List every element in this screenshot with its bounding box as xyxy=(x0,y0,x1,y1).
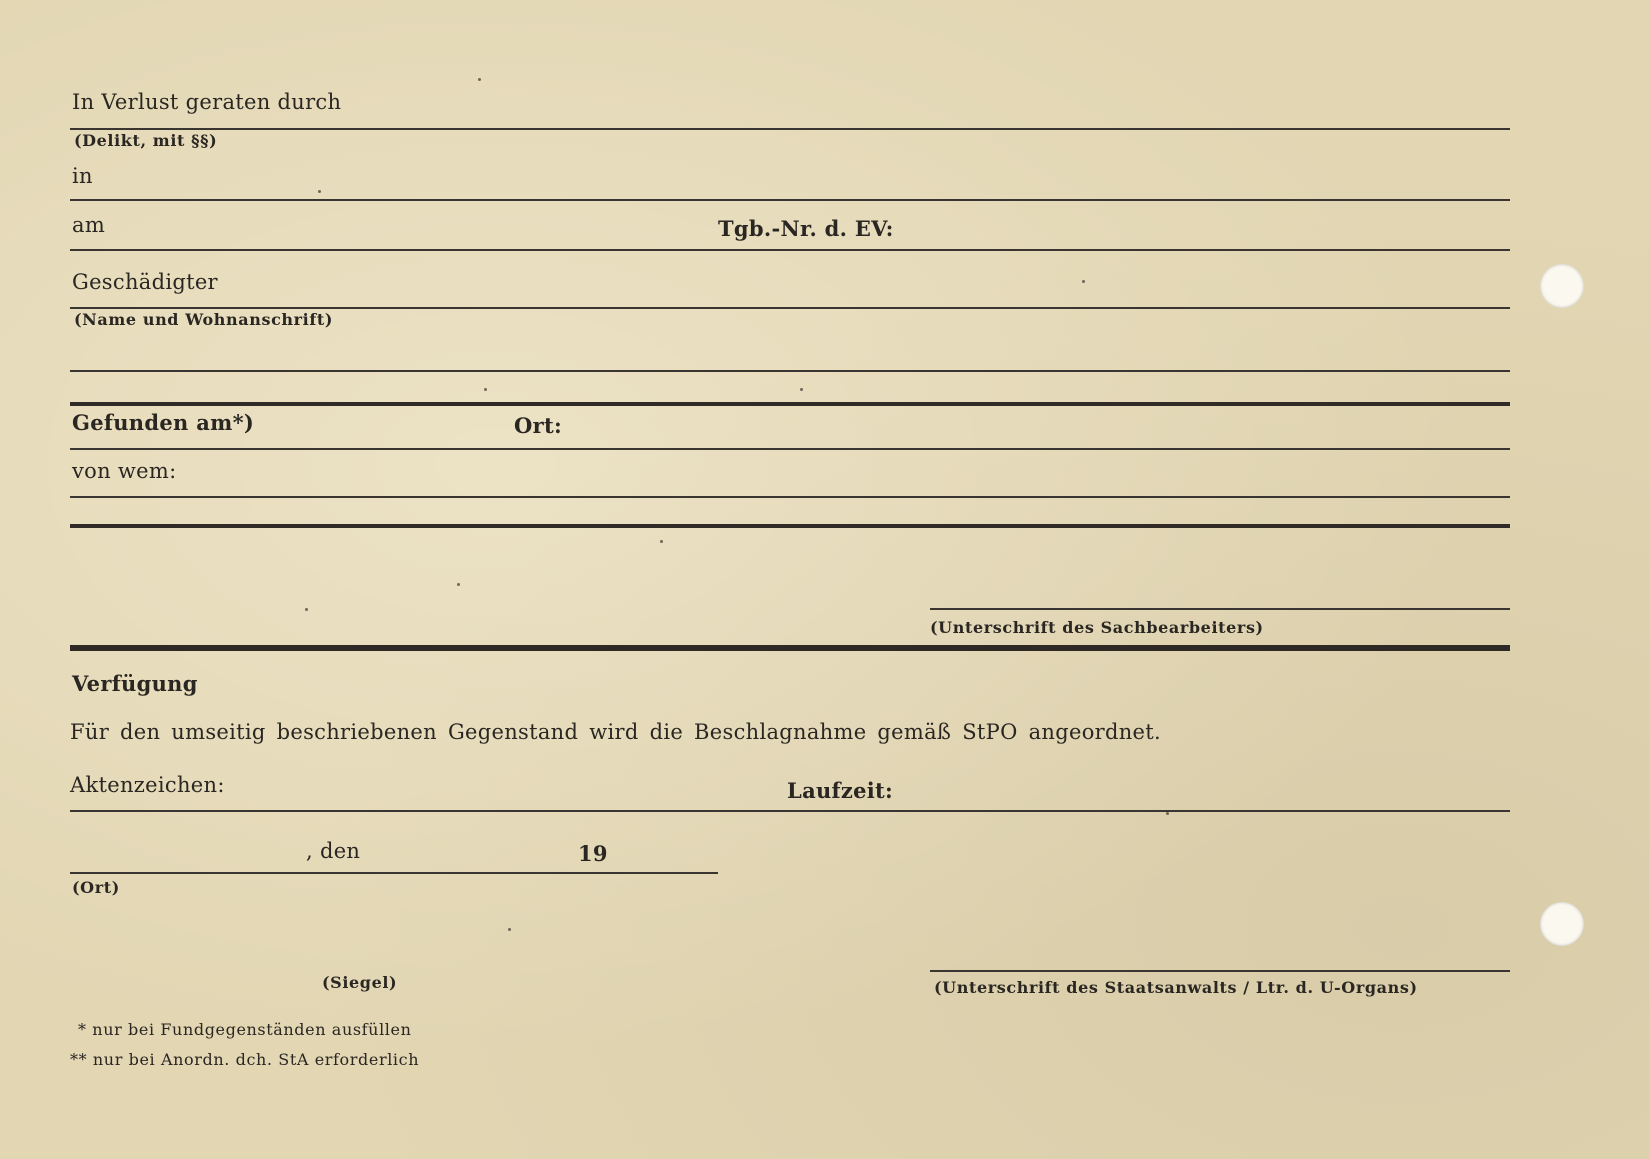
date-den-label: , den xyxy=(306,839,361,863)
paper-speck xyxy=(318,190,321,193)
section-divider-3 xyxy=(70,645,1510,651)
in-label: in xyxy=(72,164,93,188)
punch-hole-bottom xyxy=(1540,902,1584,946)
victim-sublabel: (Name und Wohnanschrift) xyxy=(74,310,334,329)
loss-label: In Verlust geraten durch xyxy=(72,90,342,114)
file-number-label: Aktenzeichen: xyxy=(70,773,225,797)
victim-label: Geschädigter xyxy=(72,270,218,294)
place-date-line xyxy=(70,872,718,874)
paper-speck xyxy=(800,388,803,391)
tgb-label: Tgb.-Nr. d. EV: xyxy=(718,216,894,241)
am-line xyxy=(70,249,1510,251)
place-sublabel: (Ort) xyxy=(72,878,120,897)
order-text: Für den umseitig beschriebenen Gegenstand wird die Beschlagnahme gemäß StPO angeordnet. xyxy=(70,720,1161,744)
paper-speck xyxy=(478,78,481,81)
date-year-label: 19 xyxy=(578,841,608,866)
paper-speck xyxy=(1082,280,1085,283)
paper-speck xyxy=(660,540,663,543)
am-label: am xyxy=(72,213,106,237)
section-divider-1 xyxy=(70,402,1510,406)
seal-label: (Siegel) xyxy=(322,973,398,992)
loss-line xyxy=(70,128,1510,130)
prosecutor-signature-label: (Unterschrift des Staatsanwalts / Ltr. d. U-Organs) xyxy=(934,978,1418,997)
by-whom-line xyxy=(70,496,1510,498)
paper-speck xyxy=(457,583,460,586)
paper-speck xyxy=(484,388,487,391)
footnote-1: * nur bei Fundgegenständen ausfüllen xyxy=(78,1020,412,1039)
found-label: Gefunden am*) xyxy=(72,410,255,435)
loss-sublabel: (Delikt, mit §§) xyxy=(74,131,218,150)
found-line xyxy=(70,448,1510,450)
clerk-signature-line xyxy=(930,608,1510,610)
file-number-line xyxy=(70,810,1510,812)
term-label: Laufzeit: xyxy=(787,778,894,803)
found-place-label: Ort: xyxy=(514,413,563,438)
by-whom-label: von wem: xyxy=(72,459,177,483)
punch-hole-top xyxy=(1540,264,1584,308)
paper-speck xyxy=(1166,812,1169,815)
section-divider-2 xyxy=(70,524,1510,528)
prosecutor-signature-line xyxy=(930,970,1510,972)
footnote-2: ** nur bei Anordn. dch. StA erforderlich xyxy=(70,1050,420,1069)
clerk-signature-label: (Unterschrift des Sachbearbeiters) xyxy=(930,618,1264,637)
in-line xyxy=(70,199,1510,201)
order-heading: Verfügung xyxy=(72,671,198,696)
paper-speck xyxy=(508,928,511,931)
paper-speck xyxy=(305,608,308,611)
victim-address-line xyxy=(70,370,1510,372)
victim-line xyxy=(70,307,1510,309)
